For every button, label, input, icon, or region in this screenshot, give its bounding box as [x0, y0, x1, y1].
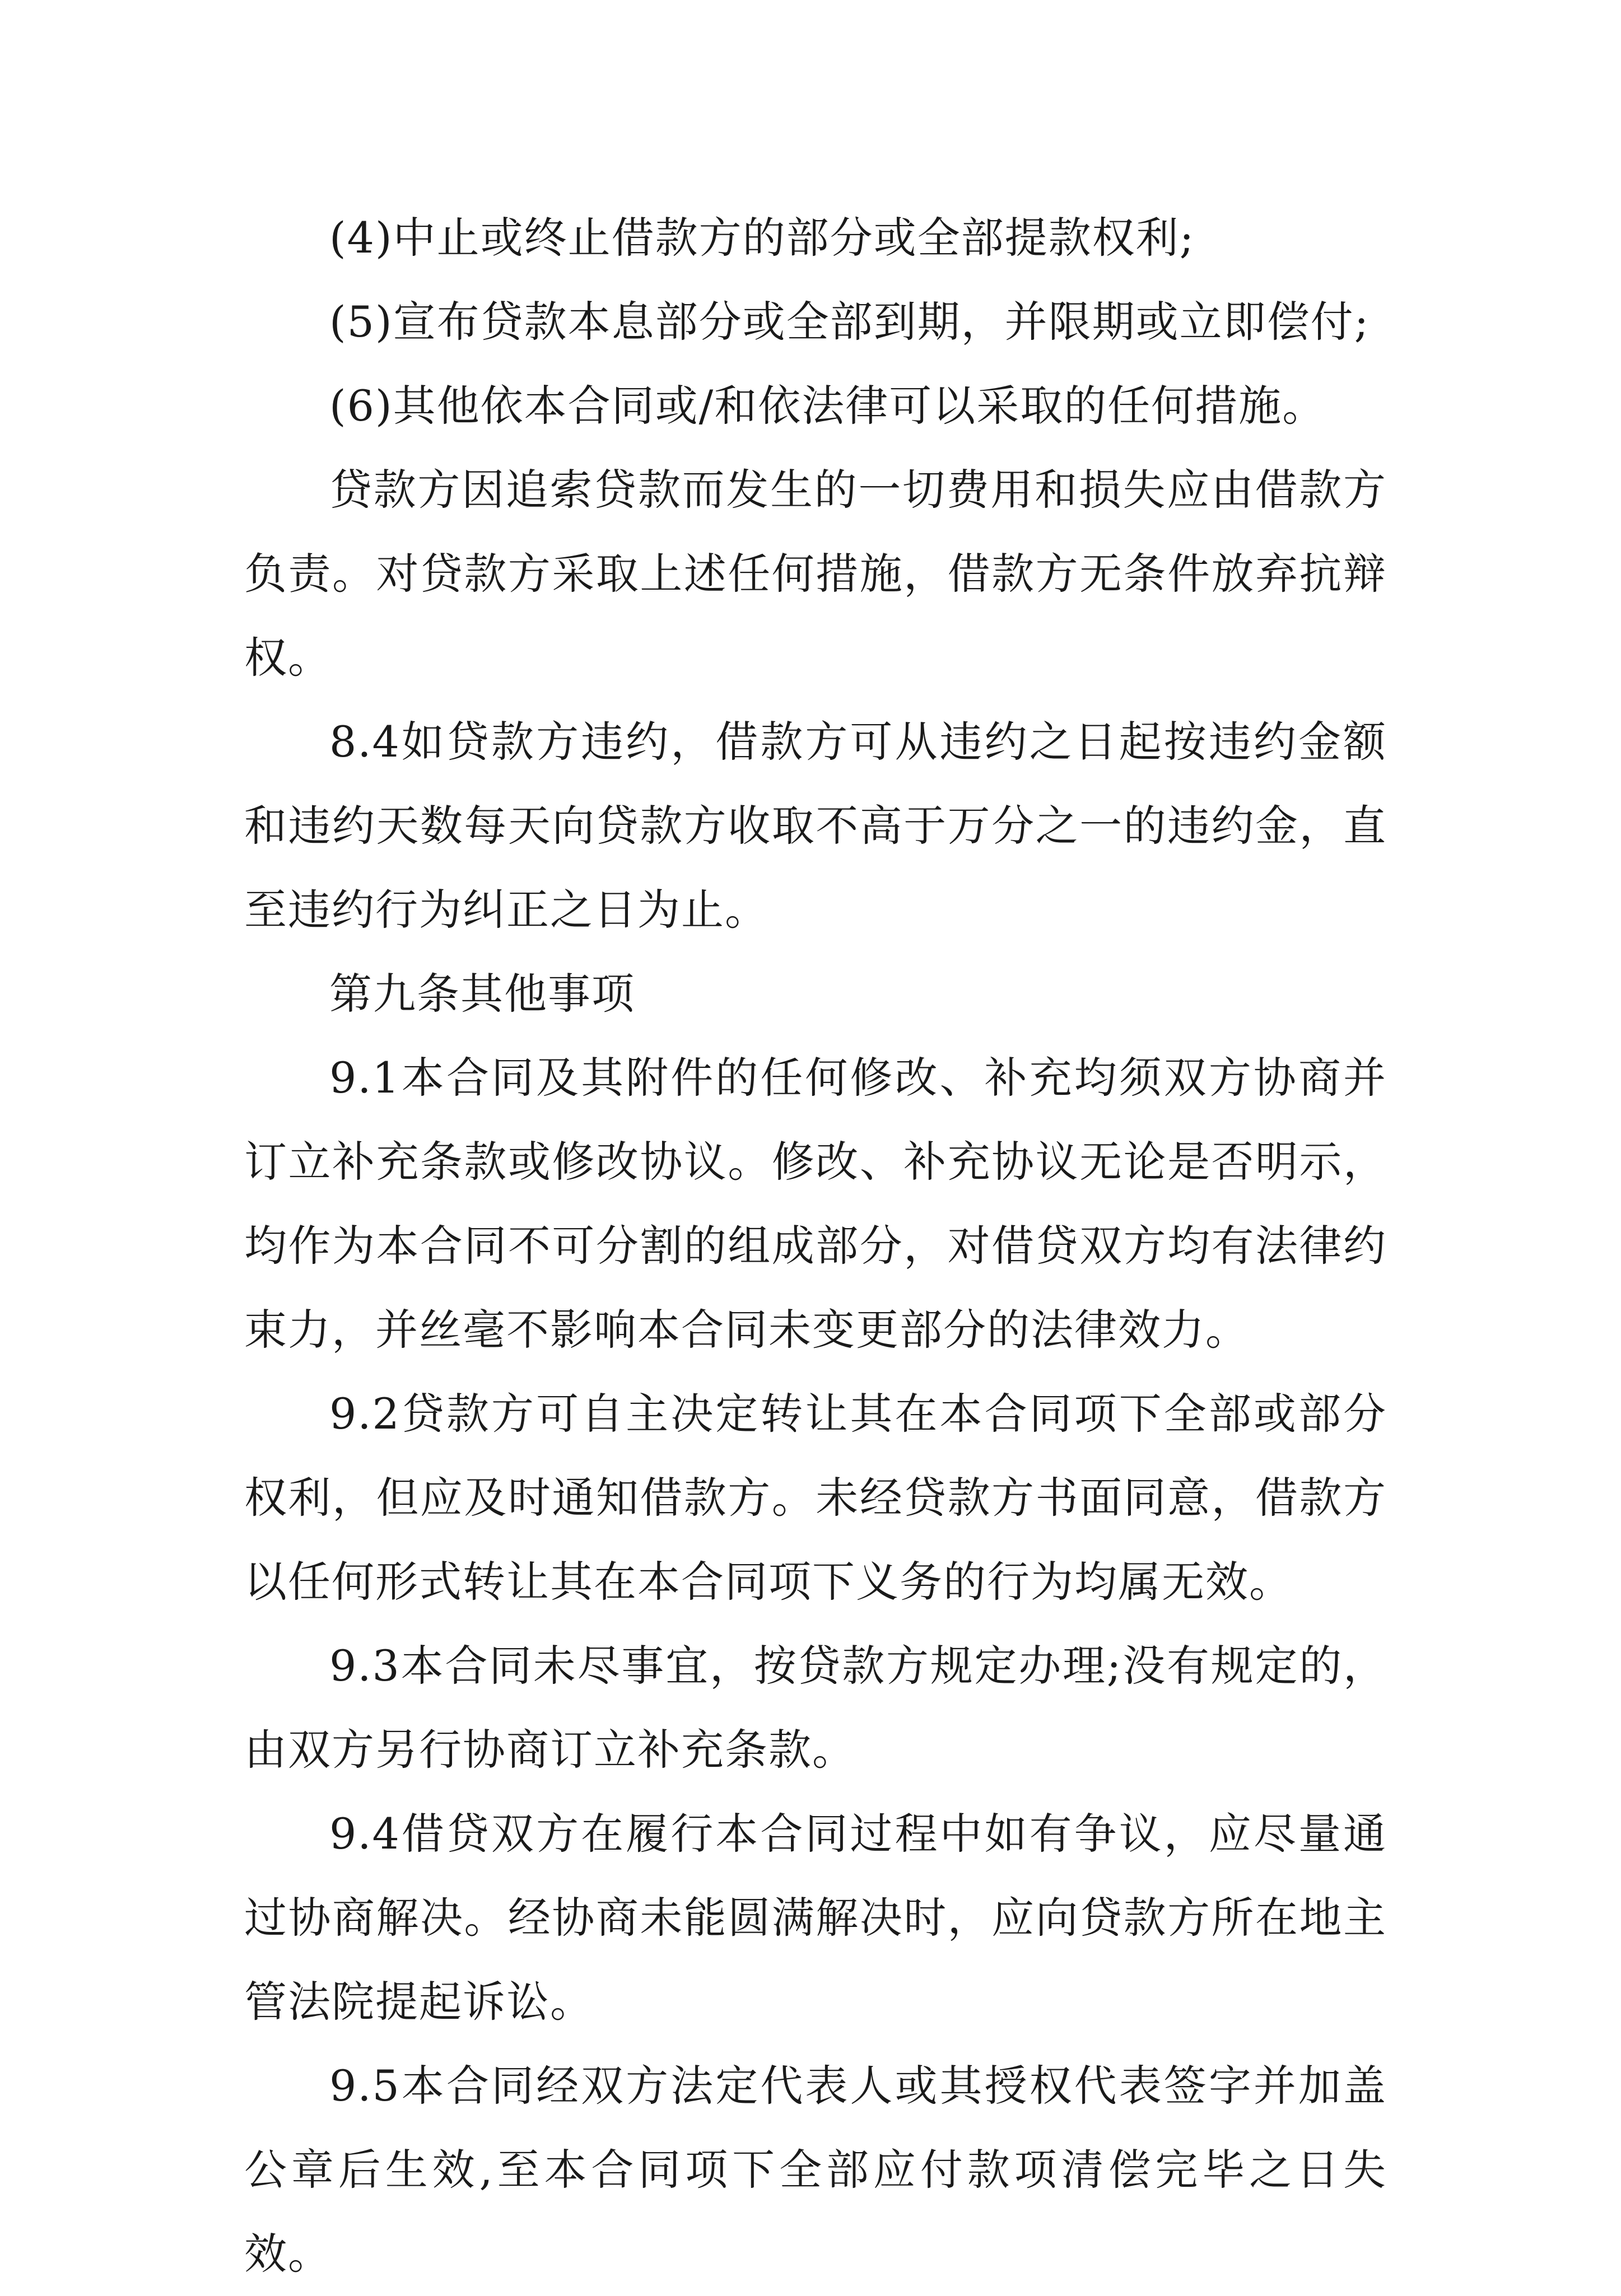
article-9-heading: 第九条其他事项: [329, 969, 635, 1019]
clause-item-5: (5)宣布贷款本息部分或全部到期，并限期或立即偿付;: [329, 297, 1370, 347]
clause-9-3: 9.3本合同未尽事宜，按贷款方规定办理;没有规定的，由双方另行协商订立补充条款。: [244, 1641, 1387, 1775]
clause-8-4: 8.4如贷款方违约，借款方可从违约之日起按违约金额和违约天数每天向贷款方收取不高于万分之一的违约金，直至违约行为纠正之日为止。: [244, 717, 1387, 935]
clause-item-6: (6)其他依本合同或/和依法律可以采取的任何措施。: [329, 381, 1326, 431]
clause-9-1: 9.1本合同及其附件的任何修改、补充均须双方协商并订立补充条款或修改协议。修改、补充协议无论是否明示，均作为本合同不可分割的组成部分，对借贷双方均有法律约束力，并丝毫不影响本合同未变更部分的法律效力。: [244, 1053, 1387, 1355]
clause-9-2: 9.2贷款方可自主决定转让其在本合同项下全部或部分权利，但应及时通知借款方。未经贷款方书面同意，借款方以任何形式转让其在本合同项下义务的行为均属无效。: [244, 1389, 1387, 1607]
clause-9-5: 9.5本合同经双方法定代表人或其授权代表签字并加盖公章后生效,至本合同项下全部应付款项清偿完毕之日失效。: [244, 2061, 1387, 2279]
clause-item-4: (4)中止或终止借款方的部分或全部提款权利;: [329, 213, 1195, 263]
clause-9-4: 9.4借贷双方在履行本合同过程中如有争议，应尽量通过协商解决。经协商未能圆满解决时，应向贷款方所在地主管法院提起诉讼。: [244, 1809, 1387, 2027]
paragraph-costs-liability: 贷款方因追索贷款而发生的一切费用和损失应由借款方负责。对贷款方采取上述任何措施，借款方无条件放弃抗辩权。: [244, 465, 1387, 683]
contract-body: [244, 196, 1387, 2296]
